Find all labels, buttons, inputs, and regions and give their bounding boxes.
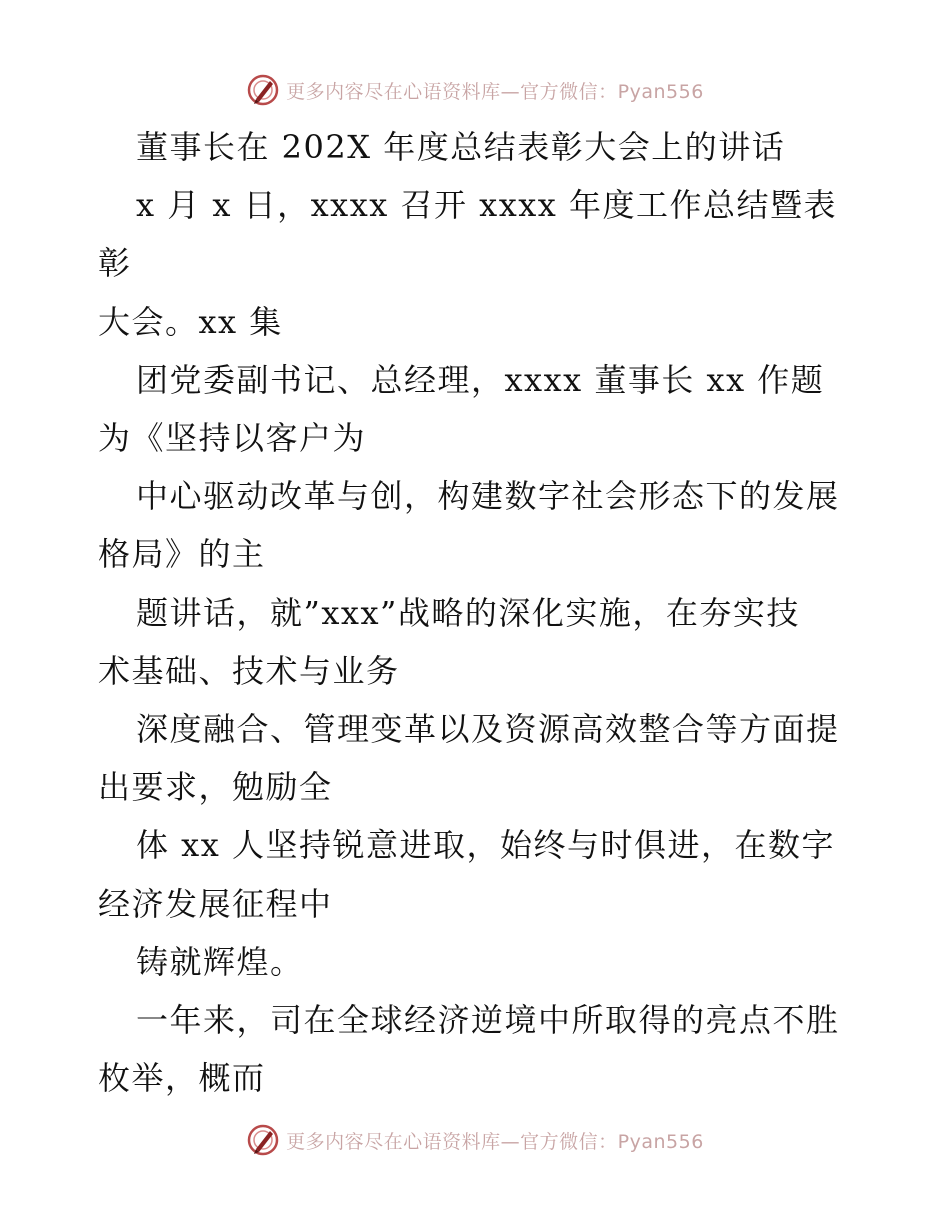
- text-line: 题讲话，就”xxx”战略的深化实施，在夯实技: [136, 593, 800, 632]
- pen-logo-icon: [246, 1123, 280, 1157]
- text-line: 枚举，概而: [98, 1059, 266, 1098]
- banner-text: 更多内容尽在心语资料库—官方微信：Pyan556: [286, 80, 704, 103]
- text-line: 格局》的主: [98, 535, 266, 574]
- banner-text: 更多内容尽在心语资料库—官方微信：Pyan556: [286, 1130, 704, 1153]
- text-line: 为《坚持以客户为: [98, 419, 367, 458]
- pen-logo-icon: [246, 73, 280, 107]
- text-line: 中心驱动改革与创，构建数字社会形态下的发展: [136, 477, 840, 516]
- text-line: 大会。xx 集: [98, 302, 283, 341]
- text-line: 董事长在 202X 年度总结表彰大会上的讲话: [136, 128, 786, 166]
- text-line: 团党委副书记、总经理，xxxx 董事长 xx 作题: [136, 360, 825, 399]
- text-line: 经济发展征程中: [98, 884, 333, 923]
- footer-banner: [0, 1120, 950, 1160]
- header-banner: [0, 70, 950, 110]
- text-line: 体 xx 人坚持锐意进取，始终与时俱进，在数字: [136, 826, 835, 865]
- text-line: 铸就辉煌。: [136, 942, 304, 981]
- text-line: 深度融合、管理变革以及资源高效整合等方面提: [136, 710, 840, 749]
- document-body: [98, 118, 858, 1107]
- text-line: x 月 x 日，xxxx 召开 xxxx 年度工作总结暨表彰: [98, 186, 838, 283]
- text-line: 一年来，司在全球经济逆境中所取得的亮点不胜: [136, 1001, 840, 1040]
- text-line: 术基础、技术与业务: [98, 651, 400, 690]
- text-line: 出要求，勉励全: [98, 768, 333, 807]
